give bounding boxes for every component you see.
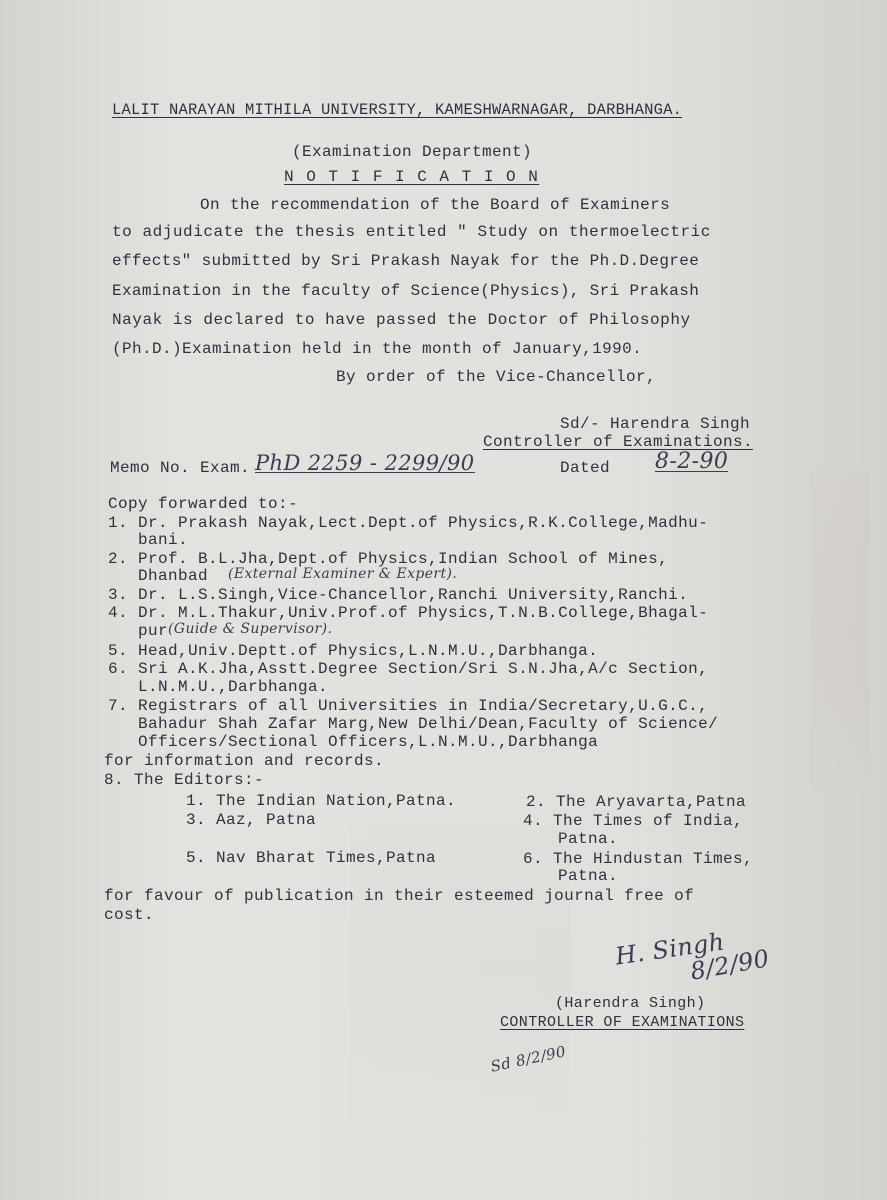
recipient-line: Dhanbad [108,567,209,585]
bleed-through-mark [810,470,870,790]
recipient-line: 1. Dr. Prakash Nayak,Lect.Dept.of Physics,R.K.College,Madhu- [108,514,709,532]
memo-number: PhD 2259 - 2299/90 [255,451,475,475]
editor-item: 4. The Times of India, [523,812,744,830]
handwritten-signature: H. Singh [613,927,727,971]
recipient-line: Officers/Sectional Officers,L.N.M.U.,Darbhanga [108,733,599,751]
recipient-line: pur [108,622,169,640]
recipient-line: bani. [108,531,189,549]
by-order-line: By order of the Vice-Chancellor, [336,368,657,386]
editor-item: 6. The Hindustan Times, [523,850,754,868]
body-line: (Ph.D.)Examination held in the month of January,1990. [112,340,643,358]
signatory-title: CONTROLLER OF EXAMINATIONS [500,1014,745,1031]
info-line: for information and records. [104,752,385,770]
body-line: On the recommendation of the Board of Examiners [200,196,671,214]
recipient-line: Bahadur Shah Zafar Marg,New Delhi/Dean,Faculty of Science/ [108,715,719,733]
recipient-line: 6. Sri A.K.Jha,Asstt.Degree Section/Sri S.N.Jha,A/c Section, [108,660,709,678]
memo-dated-label: Dated [560,459,611,477]
editor-item: Patna. [558,867,619,885]
editor-item: 3. Aaz, Patna [186,811,317,829]
closing-line: for favour of publication in their esteemed journal free of [104,887,695,905]
recipient-line: 7. Registrars of all Universities in India/Secretary,U.G.C., [108,697,709,715]
handwritten-note: (Guide & Supervisor). [168,621,333,637]
signature-date: 8/2/90 [688,944,772,986]
body-line: Examination in the faculty of Science(Physics), Sri Prakash [112,282,700,300]
body-line: effects" submitted by Sri Prakash Nayak for the Ph.D.Degree [112,252,700,270]
memo-date: 8-2-90 [655,449,729,474]
recipient-line: 4. Dr. M.L.Thakur,Univ.Prof.of Physics,T.N.B.College,Bhagal- [108,604,709,622]
handwritten-note: (External Examiner & Expert). [228,566,458,582]
body-line: to adjudicate the thesis entitled " Study on thermoelectric [112,223,711,241]
department-heading: (Examination Department) [292,143,533,161]
recipient-line: 5. Head,Univ.Deptt.of Physics,L.N.M.U.,Darbhanga. [108,642,599,660]
signatory-name: (Harendra Singh) [555,995,706,1012]
memo-prefix: Memo No. Exam. [110,459,251,477]
body-line: Nayak is declared to have passed the Doctor of Philosophy [112,311,691,329]
editor-item: 2. The Aryavarta,Patna [526,793,747,811]
closing-line: cost. [104,906,155,924]
signed-by: Sd/- Harendra Singh [560,415,751,433]
copy-forwarded-heading: Copy forwarded to:- [108,495,299,513]
editors-heading: 8. The Editors:- [104,771,265,789]
signed-role: Controller of Examinations. [483,433,754,451]
recipient-line: 3. Dr. L.S.Singh,Vice-Chancellor,Ranchi University,Ranchi. [108,586,689,604]
notification-title: N O T I F I C A T I O N [284,168,540,186]
recipient-line: 2. Prof. B.L.Jha,Dept.of Physics,Indian School of Mines, [108,550,669,568]
handwritten-initials: Sd 8/2/90 [488,1042,568,1076]
university-heading: LALIT NARAYAN MITHILA UNIVERSITY, KAMESHWARNAGAR, DARBHANGA. [112,101,683,119]
editor-item: 5. Nav Bharat Times,Patna [186,849,437,867]
editor-item: 1. The Indian Nation,Patna. [186,792,457,810]
editor-item: Patna. [558,830,619,848]
recipient-line: L.N.M.U.,Darbhanga. [108,678,329,696]
